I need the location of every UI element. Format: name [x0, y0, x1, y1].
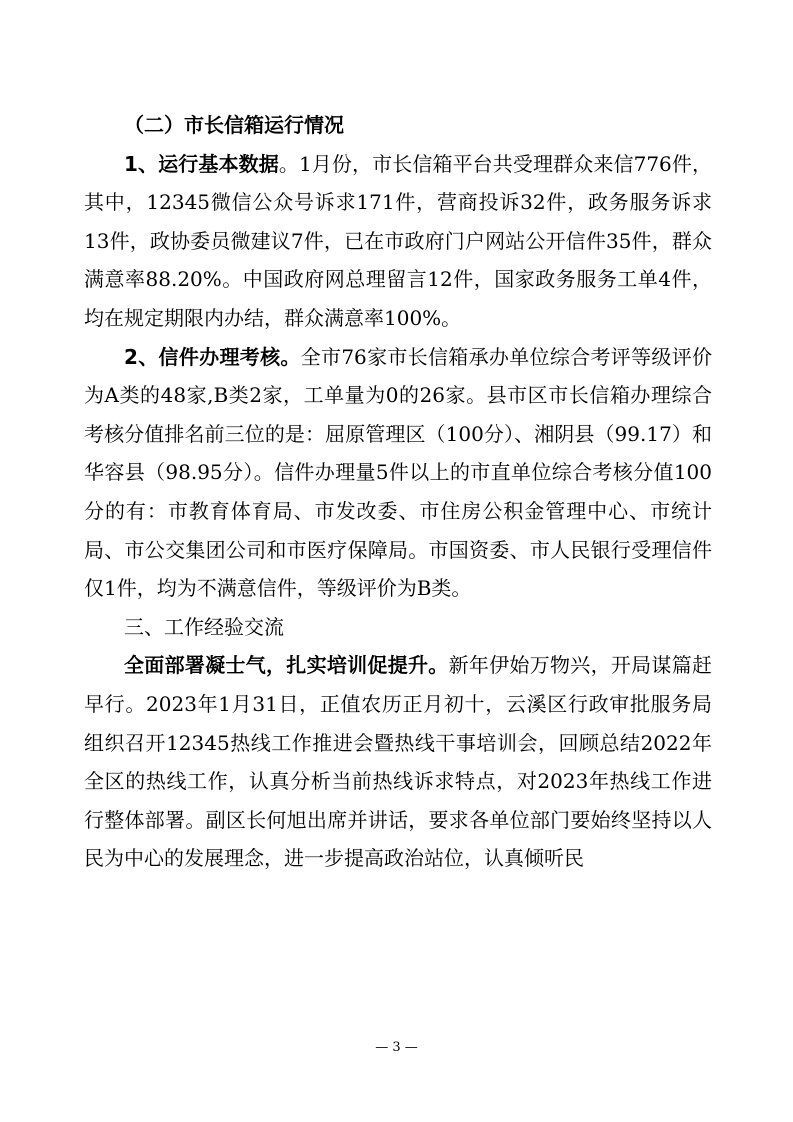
paragraph-basic-data — [84, 145, 712, 338]
section-heading-mayor-mailbox — [84, 106, 712, 145]
paragraph-assessment — [84, 338, 712, 608]
paragraph-deployment — [84, 646, 712, 878]
paragraph-body: 。1月份，市长信箱平台共受理群众来信776件，其中，12345微信公众号诉求171件，营商投诉32件，政务服务诉求13件，政协委员微建议7件，已在市政府门户网站公开信件35件，群众满意率88.20%。中国政府网总理留言12件，国家政务服务工单4件，均在规定期限内办结，群众满意率100%。 — [84, 151, 712, 330]
paragraph-body: 全市76家市长信箱承办单位综合考评等级评价为A类的48家,B类2家，工单量为0的26家。县市区市长信箱办理综合考核分值排名前三位的是：屈原管理区（100分）、湘阴县（99.17）和华容县（98.95分）。信件办理量5件以上的市直单位综合考核分值100分的有：市教育体育局、市发改委、市住房公积金管理中心、市统计局、市公交集团公司和市医疗保障局。市国资委、市人民银行受理信件仅1件，均为不满意信件，等级评价为B类。 — [84, 344, 713, 601]
paragraph-lead: 1、运行基本数据 — [124, 151, 279, 176]
paragraph-lead: 全面部署凝士气，扎实培训促提升。 — [124, 653, 449, 678]
section-heading-text: 三、工作经验交流 — [124, 614, 284, 639]
section-heading-experience — [84, 608, 712, 647]
section-heading-text: （二）市长信箱运行情况 — [124, 113, 344, 137]
page-number: — 3 — — [375, 1040, 418, 1055]
document-body — [84, 106, 712, 878]
paragraph-lead: 2、信件办理考核。 — [124, 344, 301, 369]
paragraph-body: 新年伊始万物兴，开局谋篇赶早行。2023年1月31日，正值农历正月初十，云溪区行政审批服务局组织召开12345热线工作推进会暨热线干事培训会，回顾总结2022年全区的热线工作，认真分析当前热线诉求特点，对2023年热线工作进行整体部署。副区长何旭出席并讲话，要求各单位部门要始终坚持以人民为中心的发展理念，进一步提高政治站位，认真倾听民 — [84, 653, 713, 871]
